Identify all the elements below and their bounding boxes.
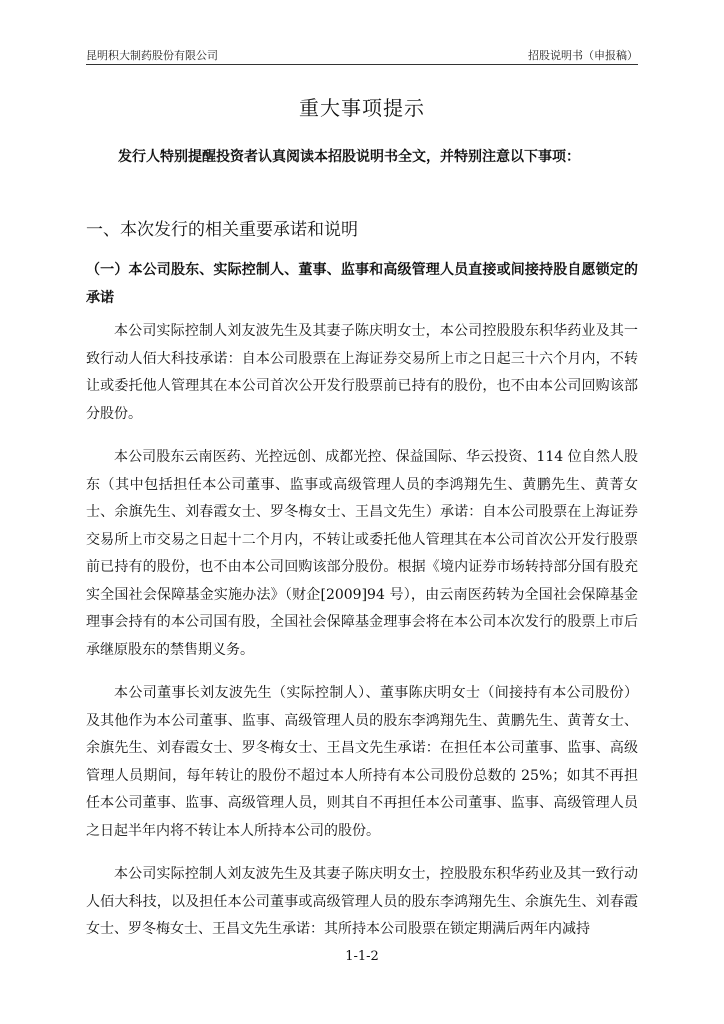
investor-notice: 发行人特别提醒投资者认真阅读本招股说明书全文，并特别注意以下事项： [118,149,580,165]
header-divider [86,64,638,65]
header-company-name: 昆明积大制药股份有限公司 [86,49,218,62]
paragraph-3: 本公司董事长刘友波先生（实际控制人）、董事陈庆明女士（间接持有本公司股份）及其他作为本公司董事、监事、高级管理人员的股东李鸿翔先生、黄鹏先生、黄菁女士、余旗先生、刘春霞女士、罗冬梅女士、王昌文先生承诺：在担任本公司董事、监事、高级管理人员期间，每年转让的股份不超过本人所持有本公司股份总数的 25%；如其不再担任本公司董事、监事、高级管理人员，则其自不再担任本公司董事、监事、高级管理人员之日起半年内将不转让本人所持本公司的股份。 [86,685,638,839]
page-header [86,47,638,63]
subsection-heading: （一）本公司股东、实际控制人、董事、监事和高级管理人员直接或间接持股自愿锁定的承诺 [86,262,638,306]
paragraph-2: 本公司股东云南医药、光控远创、成都光控、保益国际、华云投资、114 位自然人股东（其中包括担任本公司董事、监事或高级管理人员的李鸿翔先生、黄鹏先生、黄菁女士、余旗先生、刘春霞女士、罗冬梅女士、王昌文先生）承诺：自本公司股票在上海证券交易所上市交易之日起十二个月内，不转让或委托他人管理其在本公司首次公开发行股票前已持有的股份，也不由本公司回购该部分股份。根据《境内证券市场转持部分国有股充实全国社会保障基金实施办法》（财企[2009]94 号），由云南医药转为全国社会保障基金理事会持有的本公司国有股，全国社会保障基金理事会将在本公司本次发行的股票上市后承继原股东的禁售期义务。 [86,449,638,658]
page-number: 1-1-2 [345,949,379,964]
page-title: 重大事项提示 [299,96,425,120]
header-document-name: 招股说明书（申报稿） [528,49,638,62]
paragraph-1: 本公司实际控制人刘友波先生及其妻子陈庆明女士，本公司控股股东积华药业及其一致行动人佰大科技承诺：自本公司股票在上海证券交易所上市之日起三十六个月内，不转让或委托他人管理其在本公司首次公开发行股票前已持有的股份，也不由本公司回购该部分股份。 [86,323,638,422]
body-text [86,318,638,960]
section-heading: 一、本次发行的相关重要承诺和说明 [86,220,358,240]
paragraph-4: 本公司实际控制人刘友波先生及其妻子陈庆明女士，控股股东积华药业及其一致行动人佰大科技，以及担任本公司董事或高级管理人员的股东李鸿翔先生、余旗先生、刘春霞女士、罗冬梅女士、王昌文先生承诺：其所持本公司股票在锁定期满后两年内减持 [86,866,638,937]
